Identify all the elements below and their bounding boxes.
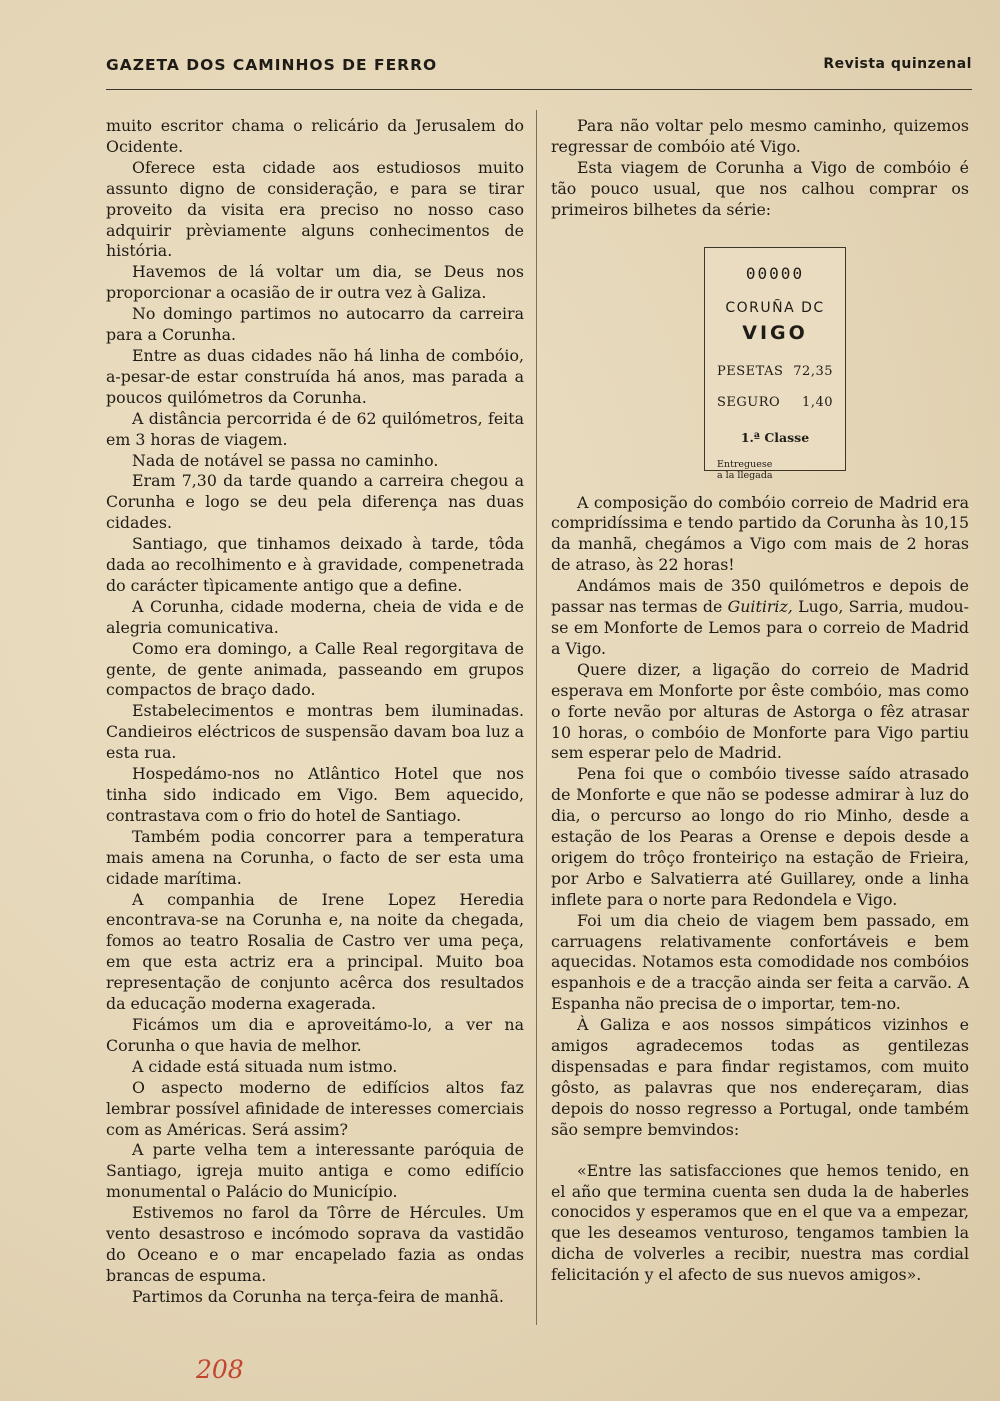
paragraph: Havemos de lá voltar um dia, se Deus nos proporcionar a ocasião de ir outra vez à Galiza. [106, 262, 524, 303]
paragraph: Foi um dia cheio de viagem bem passado, em carruagens relativamente confortáveis e bem aquecidas. Notamos esta comodidade nos combóios espanhois e de a tracção ainda ser feita a carvão. A Espanha não precisa de o importar, tem-no. [551, 910, 969, 1014]
paragraph: Santiago, que tinhamos deixado à tarde, tôda dada ao recolhimento e à gravidade, compenetrada do carácter tìpicamente antigo que a define. [106, 534, 524, 595]
page-number: 208 [196, 1355, 244, 1384]
pesetas-label: PESETAS [717, 364, 784, 380]
paragraph: Pena foi que o combóio tivesse saído atrasado de Monforte e que não se podesse admirar à luz do dia, o percurso ao longo do rio Minho, desde a estação de los Pearas a Orense e depois desde a origem do trôço fronteiriço na estação de Frieira, por Arbo e Salvatierra até Guillarey, onde a linha inflete para o norte para Redondela e Vigo. [551, 764, 969, 909]
paragraph: A companhia de Irene Lopez Heredia encontrava-se na Corunha e, na noite da chegada, fomos ao teatro Rosalia de Castro ver uma peça, em que esta actriz era a principal. Muito boa representação de conjunto acêrca dos resultados da educação moderna exagerada. [106, 889, 524, 1014]
paragraph: A parte velha tem a interessante paróquia de Santiago, igreja muito antiga e como edifício monumental o Palácio do Município. [106, 1140, 524, 1202]
header-rule [106, 89, 972, 90]
paragraph: Estabelecimentos e montras bem iluminadas. Candieiros eléctricos de suspensão davam boa luz a esta rua. [106, 701, 524, 763]
ticket-destination: VIGO [742, 322, 808, 345]
ticket-seguro-row [705, 393, 845, 414]
paragraph: Hospedámo-nos no Atlântico Hotel que nos tinha sido indicado em Vigo. Bem aquecido, contrastava com o frio do hotel de Santiago. [106, 764, 524, 825]
paragraph: Nada de notável se passa no caminho. [132, 450, 439, 470]
quote-paragraph: «Entre las satisfacciones que hemos tenido, en el año que termina cuenta sen duda la de haberles conocidos y esperamos que en el que va a empezar, que les deseamos venturoso, tengamos tambien la dicha de volverles a recibir, nuestra mas cordial felicitación y el afecto de sus nuevos amigos». [551, 1160, 969, 1285]
text-run: Andámos mais de 350 quilómetros e depois de passar nas termas de [551, 576, 969, 617]
paragraph: Estivemos no farol da Tôrre de Hércules. Um vento desastroso e incómodo soprava da vastidão do Oceano e o mar encapelado fazia as ondas brancas de espuma. [106, 1203, 524, 1285]
seguro-label: SEGURO [717, 395, 781, 411]
paragraph: O aspecto moderno de edifícios altos faz lembrar possível afinidade de interesses comerciais com as Américas. Será assim? [106, 1077, 524, 1139]
paragraph [551, 576, 969, 660]
paragraph: A distância percorrida é de 62 quilómetros, feita em 3 horas de viagem. [106, 408, 524, 449]
ticket-pesetas-row [705, 362, 845, 383]
journal-title: GAZETA DOS CAMINHOS DE FERRO [106, 56, 438, 74]
text-run: Lugo, Sarria, mudou-se em Monforte de Lemos para o correio de Madrid a Vigo. [551, 597, 969, 658]
paragraph: Partimos da Corunha na terça-feira de manhã. [132, 1286, 504, 1306]
right-column [551, 116, 969, 1286]
ticket-class: 1.ª Classe [740, 430, 810, 446]
paragraph: Eram 7,30 da tarde quando a carreira chegou a Corunha e logo se deu pela diferença nas duas cidades. [106, 471, 524, 533]
paragraph: Ficámos um dia e aproveitámo-lo, a ver na Corunha o que havia de melhor. [106, 1014, 524, 1055]
paragraph: A composição do combóio correio de Madrid era compridíssima e tendo partido da Corunha às 10,15 da manhã, chegámos a Vigo com mais de 2 horas de atraso, às 22 horas! [551, 492, 969, 575]
paragraph: Esta viagem de Corunha a Vigo de combóio é tão pouco usual, que nos calhou comprar os primeiros bilhetes da série: [551, 157, 969, 219]
ticket-note-line: a la llegada [717, 469, 773, 481]
paragraph: No domingo partimos no autocarro da carreira para a Corunha. [106, 304, 524, 345]
journal-subtitle: Revista quinzenal [823, 56, 972, 72]
ticket-note-line: Entreguese [717, 458, 773, 470]
paragraph: muito escritor chama o relicário da Jerusalem do Ocidente. [106, 116, 524, 156]
column-divider [536, 110, 537, 1325]
train-ticket [704, 247, 846, 481]
paragraph: Também podia concorrer para a temperatura mais amena na Corunha, o facto de ser esta uma cidade marítima. [106, 826, 524, 888]
paragraph: Quere dizer, a ligação do correio de Madrid esperava em Monforte por êste combóio, mas como o forte nevão por alturas de Astorga o fêz atrasar 10 horas, o combóio de Monforte para Vigo partiu sem esperar pelo de Madrid. [551, 659, 969, 763]
seguro-value: 1,40 [802, 395, 833, 411]
ticket-note [705, 459, 845, 481]
running-header [106, 56, 972, 80]
paragraph: À Galiza e aos nossos simpáticos vizinhos e amigos agradecemos todas as gentilezas dispensadas e para findar registamos, com muito gôsto, as palavras que nos endereçaram, dias depois do nosso regresso a Portugal, onde também são sempre bemvindos: [551, 1015, 969, 1139]
spacer [551, 1141, 969, 1161]
pesetas-value: 72,35 [793, 364, 833, 380]
ticket-number: 00000 [745, 263, 805, 283]
paragraph: Para não voltar pelo mesmo caminho, quizemos regressar de combóio até Vigo. [551, 116, 969, 156]
paragraph: Como era domingo, a Calle Real regorgitava de gente, de gente animada, passeando em grupos compactos de braço dado. [106, 638, 524, 700]
paragraph: A cidade está situada num istmo. [132, 1056, 398, 1076]
ticket-origin: CORUÑA DC [725, 300, 825, 317]
paragraph: Entre as duas cidades não há linha de combóio, a-pesar-de estar construída há anos, mas parada a poucos quilómetros da Corunha. [106, 345, 524, 407]
italic-place-name: Guitiriz, [727, 597, 793, 617]
paragraph: Oferece esta cidade aos estudiosos muito assunto digno de consideração, e para se tirar proveito da visita era preciso no nosso caso adquirir prèviamente alguns conhecimentos de história. [106, 157, 524, 261]
left-column [106, 116, 524, 1308]
paragraph: A Corunha, cidade moderna, cheia de vida e de alegria comunicativa. [106, 596, 524, 637]
